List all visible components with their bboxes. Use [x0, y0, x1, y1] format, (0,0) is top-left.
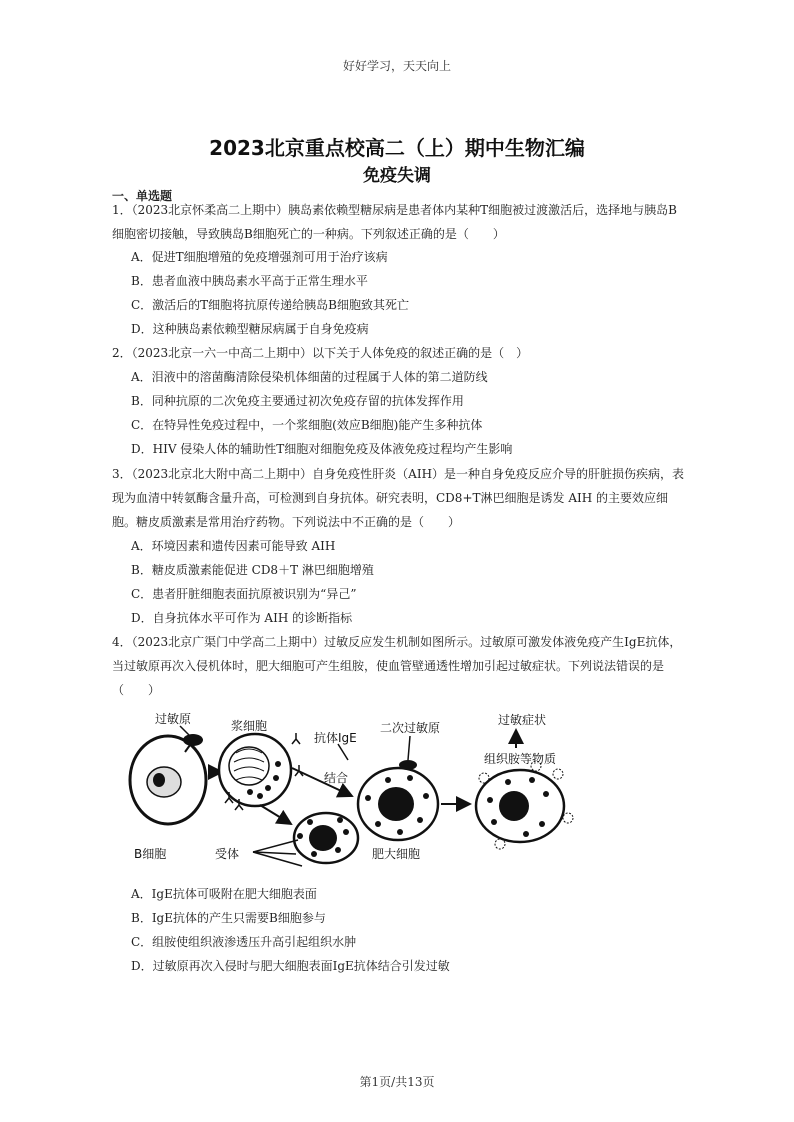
page-subtitle: 免疫失调: [363, 166, 431, 186]
question-1-option-d: D．这种胰岛素依赖型糖尿病属于自身免疫病: [131, 322, 369, 336]
question-2-option-d: D．HIV 侵染人体的辅助性T细胞对细胞免疫及体液免疫过程均产生影响: [131, 442, 513, 456]
label-mast-cell: 肥大细胞: [372, 847, 421, 861]
page-footer: 第1页/共13页: [359, 1075, 435, 1089]
mast-cell-middle: [358, 768, 438, 840]
question-4-option-b: B．IgE抗体的产生只需要B细胞参与: [131, 911, 326, 925]
label-histamine: 组织胺等物质: [484, 752, 557, 766]
question-3-option-b: B．糖皮质激素能促进 CD8＋T 淋巴细胞增殖: [131, 563, 374, 577]
question-2-stem: 2．（2023北京一六一中高二上期中）以下关于人体免疫的叙述正确的是（ ）: [112, 346, 529, 360]
question-4-option-d: D．过敏原再次入侵时与肥大细胞表面IgE抗体结合引发过敏: [131, 959, 450, 973]
plasma-cell: [219, 734, 291, 806]
question-4-option-c: C．组胺使组织液渗透压升高引起组织水肿: [131, 935, 357, 949]
page-title: 2023北京重点校高二（上）期中生物汇编: [209, 136, 585, 160]
label-symptom: 过敏症状: [498, 713, 547, 727]
arrow-plasma-to-mastcell-bottom: [260, 805, 291, 824]
antibody-pointer: [338, 744, 348, 760]
allergen-pointer: [180, 726, 190, 736]
section-heading: 一、单选题: [112, 189, 173, 203]
question-3-option-a: A．环境因素和遗传因素可能导致 AIH: [131, 539, 336, 553]
label-antibody: 抗体IgE: [314, 731, 357, 745]
question-3-option-c: C．患者肝脏细胞表面抗原被识别为“异己”: [131, 587, 357, 601]
question-1-option-c: C．激活后的T细胞将抗原传递给胰岛B细胞致其死亡: [131, 298, 410, 312]
label-b-cell: B细胞: [134, 847, 167, 861]
question-3-option-d: D．自身抗体水平可作为 AIH 的诊断指标: [131, 611, 353, 625]
label-second-allergen: 二次过敏原: [380, 721, 441, 735]
question-1-option-b: B．患者血液中胰岛素水平高于正常生理水平: [131, 274, 368, 288]
allergy-mechanism-figure: [128, 708, 628, 873]
second-allergen-blob: [399, 760, 417, 770]
label-allergen: 过敏原: [155, 712, 192, 726]
label-binding: 结合: [324, 771, 349, 785]
question-4-option-a: A．IgE抗体可吸附在肥大细胞表面: [131, 887, 317, 901]
question-2-option-a: A．泪液中的溶菌酶清除侵染机体细菌的过程属于人体的第二道防线: [131, 370, 488, 384]
question-1-stem: 1．（2023北京怀柔高二上期中）胰岛素依赖型糖尿病是患者体内某种T细胞被过渡激活后，选择地与胰岛B细胞密切接触，导致胰岛B细胞死亡的一种病。下列叙述正确的是（ ）: [112, 203, 677, 241]
page-header: 好好学习，天天向上: [342, 59, 451, 73]
mast-cell-activated: [476, 761, 573, 849]
question-1-option-a: A．促进T细胞增殖的免疫增强剂可用于治疗该病: [131, 250, 388, 264]
second-allergen-pointer: [408, 736, 410, 760]
question-2-option-b: B．同种抗原的二次免疫主要通过初次免疫存留的抗体发挥作用: [131, 394, 464, 408]
label-receptor: 受体: [215, 847, 240, 861]
mast-cell-lower: [294, 813, 358, 863]
question-2-option-c: C．在特异性免疫过程中，一个浆细胞(效应B细胞)能产生多种抗体: [131, 418, 483, 432]
label-plasma-cell: 浆细胞: [231, 719, 268, 733]
b-cell: [130, 736, 206, 824]
question-3-stem: 3．（2023北京北大附中高二上期中）自身免疫性肝炎（AIH）是一种自身免疫反应介导的肝脏损伤疾病，表现为血清中转氨酶含量升高，可检测到自身抗体。研究表明，CD8+T淋巴细胞是诱发 AIH 的主要效应细胞。糖皮质激素是常用治疗药物。下列说法中不正确的是（ ）: [112, 467, 685, 529]
question-4-stem: 4．（2023北京广渠门中学高二上期中）过敏反应发生机制如图所示。过敏原可激发体液免疫产生IgE抗体，当过敏原再次入侵机体时，肥大细胞可产生组胺，使血管壁通透性增加引起过敏症状。下列说法错误的是（ ）: [112, 635, 682, 697]
